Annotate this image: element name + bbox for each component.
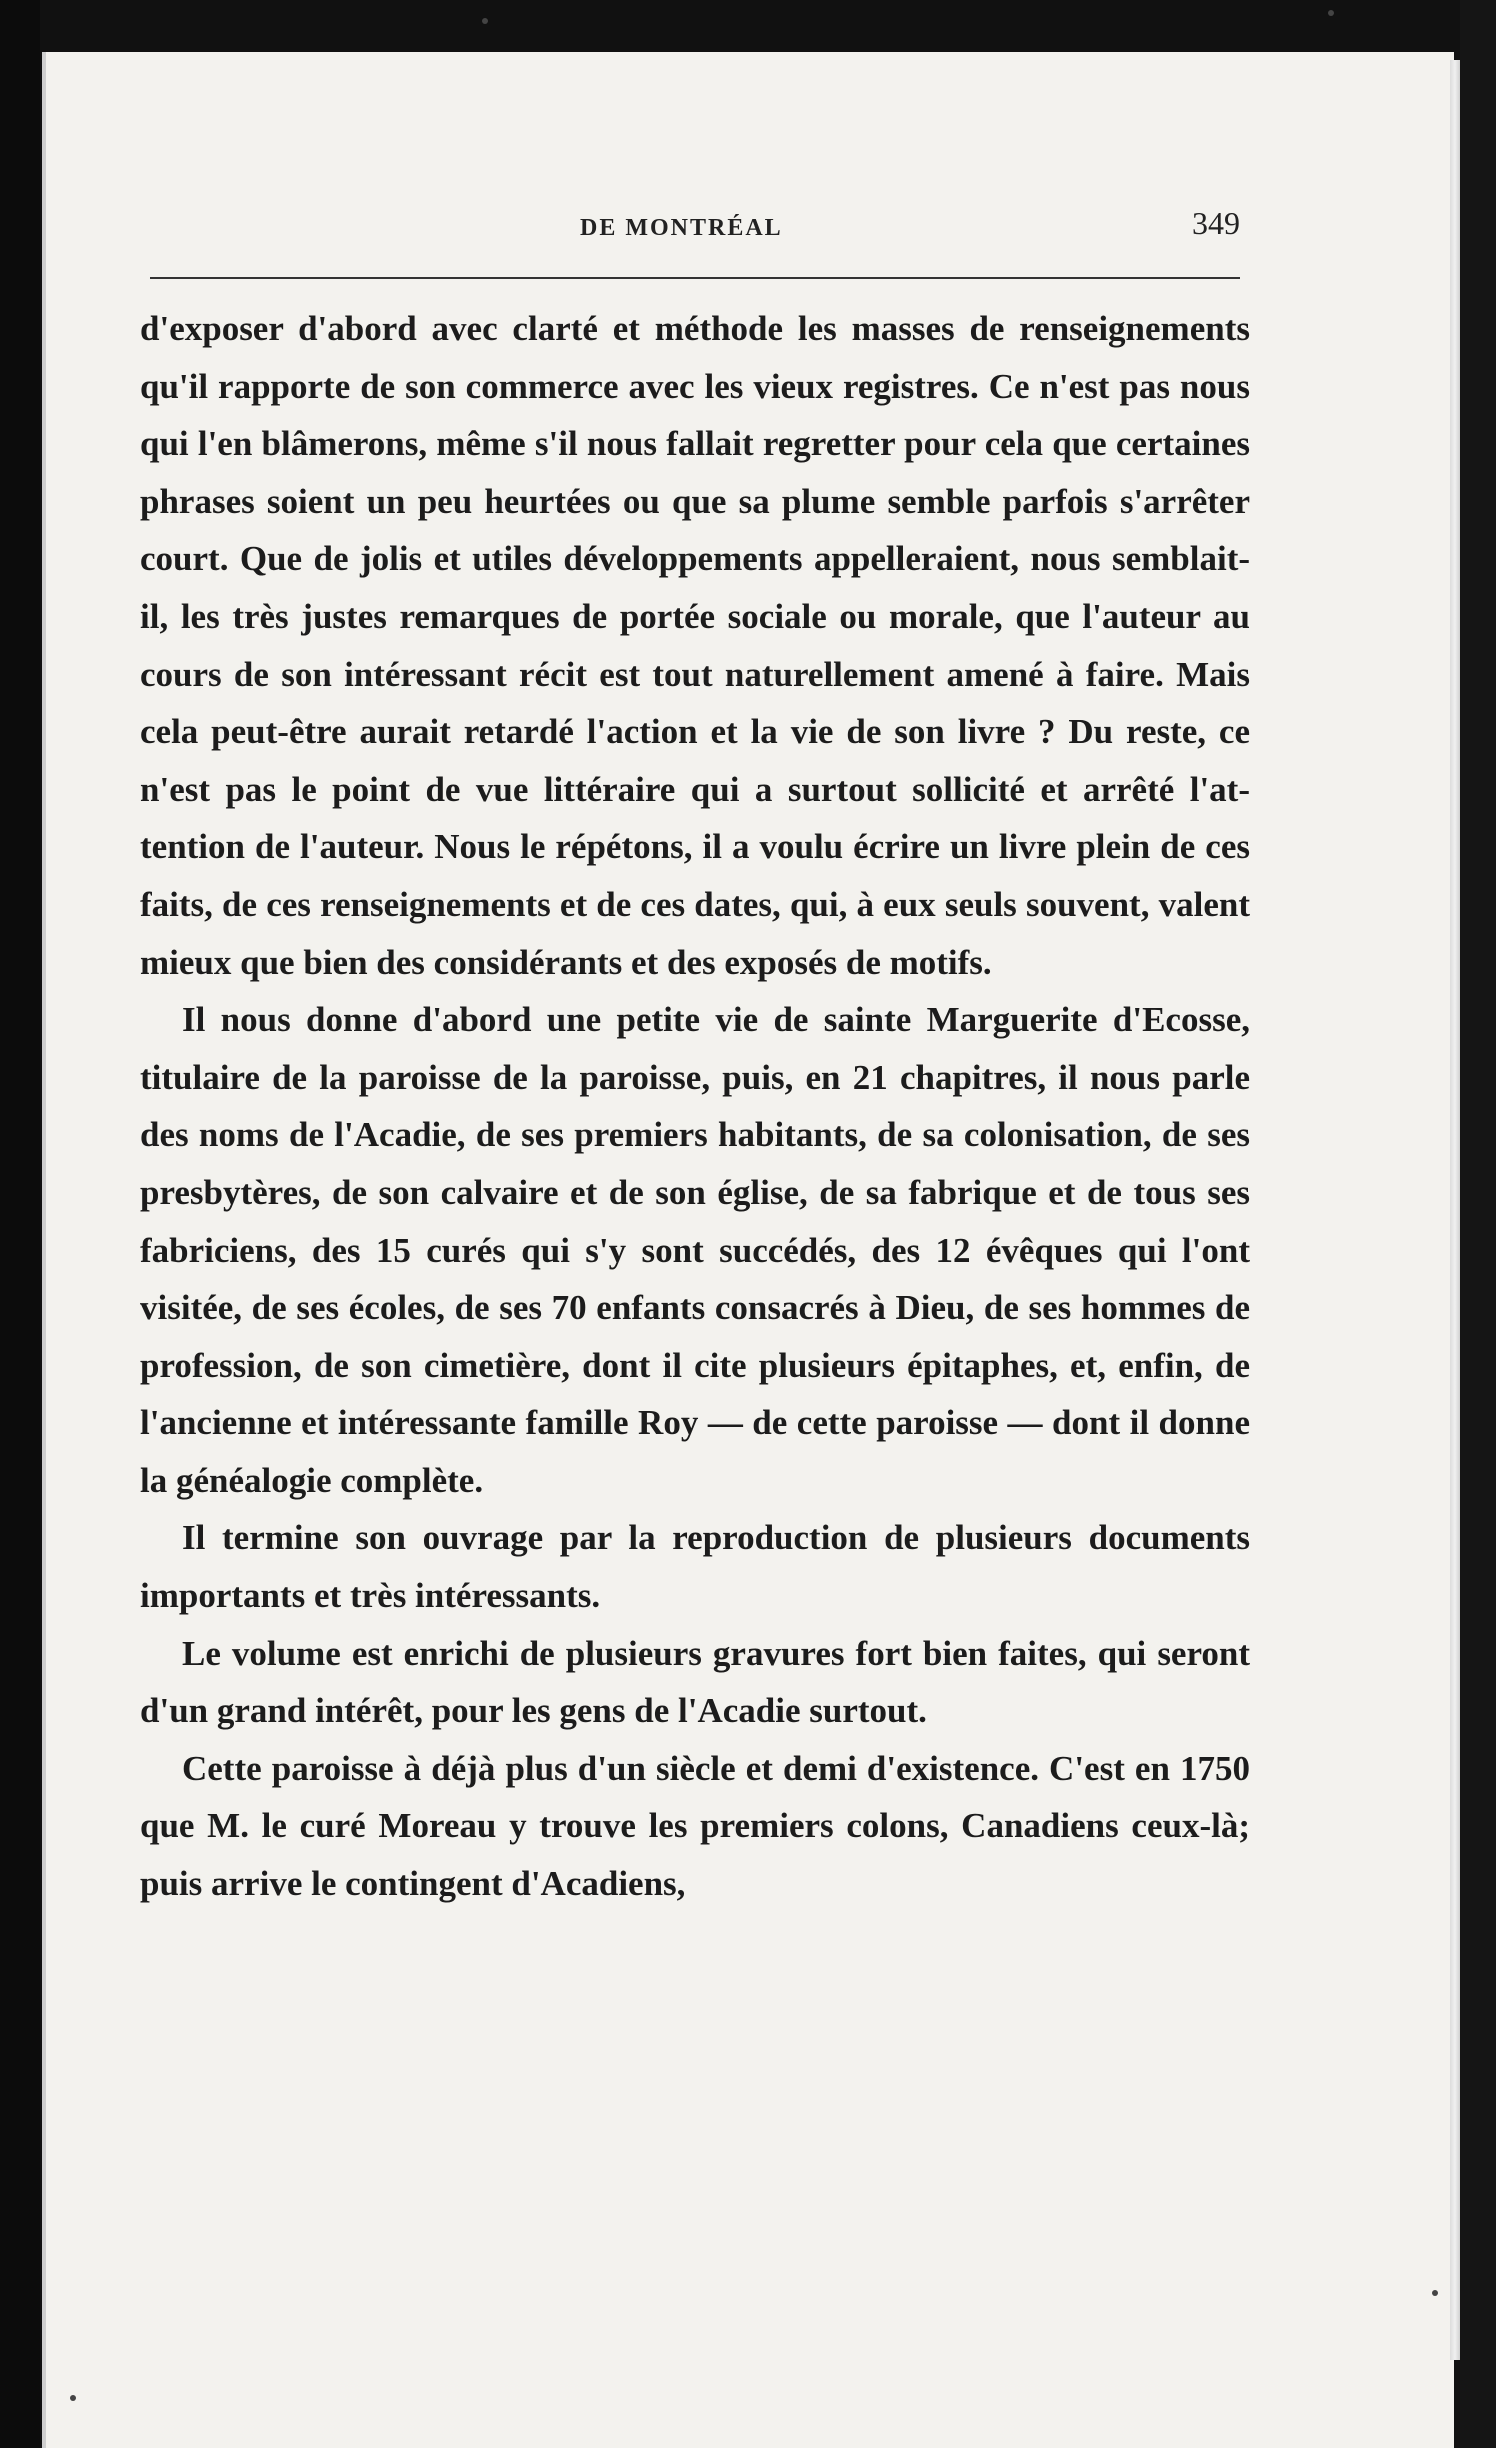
body-text [140,300,1250,1913]
binding-shadow [0,0,40,2448]
paragraph: Le volume est enrichi de plusieurs gravures fort bien faites, qui seront d'un grand intérêt, pour les gens de l'Acadie surtout. [140,1633,1250,1731]
scan-speck [70,2395,76,2401]
page-header [150,205,1240,255]
paragraph: Il nous donne d'abord une petite vie de sainte Marguerite d'Ecosse, titulaire de la paroisse de la paroisse, puis, en 21 chapitres, il nous parle des noms de l'Acadie, de ses premiers habitants, de sa colonisation, de ses presbytères, de son calvaire et de son église, de sa fabrique et de tous ses fabriciens, des 15 curés qui s'y sont succédés, des 12 évêques qui l'ont visitée, de ses écoles, de ses 70 enfants consacrés à Dieu, de ses hommes de profession, de son cimetière, dont il cite plusieurs épitaphes, et, enfin, de l'ancienne et intéressante famille Roy — de cette paroisse — dont il donne la généalogie complète. [140,1000,1250,1500]
scan-speck [482,18,488,24]
background-edge [1460,0,1496,2448]
page-edge [1450,60,1460,2360]
page-number: 349 [1192,205,1240,241]
paragraph: Il termine son ouvrage par la reproduction de plusieurs documents importants et très intéressants. [140,1518,1250,1616]
scan-speck [1328,10,1334,16]
scan-speck [1432,2290,1438,2296]
paragraph: Cette paroisse à déjà plus d'un siècle et demi d'existence. C'est en 1750 que M. le curé Moreau y trouve les premiers colons, Canadiens ceux-là; puis arrive le contingent d'Acadiens, [140,1748,1250,1904]
paragraph: d'exposer d'abord avec clarté et méthode les masses de renseignements qu'il rapporte de son commerce avec les vieux registres. Ce n'est pas nous qui l'en blâmerons, même s'il nous fallait regretter pour cela que certaines phrases soient un peu heurtées ou que sa plume semble parfois s'arrêter court. Que de jolis et utiles développements appelleraient, nous semblait-il, les très justes remarques de portée sociale ou morale, que l'auteur au cours de son intéressant récit est tout naturellement amené à faire. Mais cela peut-être aurait retardé l'action et la vie de son livre ? Du reste, ce n'est pas le point de vue littéraire qui a surtout sollicité et arrêté l'attention de l'auteur. Nous le répétons, il a voulu écrire un livre plein de ces faits, de ces renseignements et de ces dates, qui, à eux seuls souvent, valent mieux que bien des considérants et des exposés de motifs. [140,309,1250,982]
header-rule [150,277,1240,279]
running-head: DE MONTRÉAL [580,215,783,241]
